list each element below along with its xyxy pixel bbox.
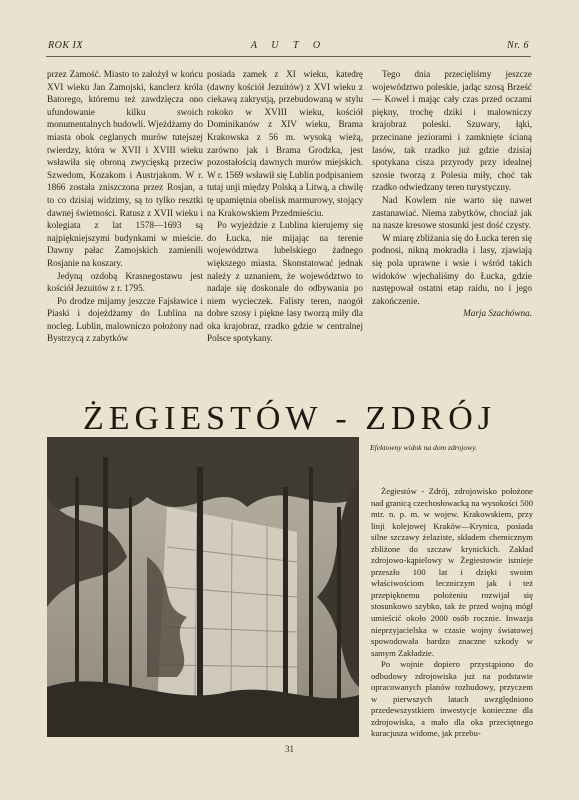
paragraph: Nad Kowlem nie warto się nawet zastanawiać. Niema zabytków, chociaż jak na nasze kresowe stosunki jest dość czysty. bbox=[372, 194, 532, 231]
article-column-3 bbox=[372, 68, 532, 320]
article-column-1 bbox=[47, 68, 203, 345]
paragraph: przez Zamość. Miasto to założył w końcu XVI wieku Jan Zamojski, kanclerz króla Batorego, któremu też zawdzięcza ono ufundowanie kilku swoich monumentalnych budowli. Wjeżdżamy do miasta obok ceglanych murów tutejszej twierdzy, która w XVII i XVIII wieku wsławiła się obroną zwycięską przeciw Szwedom, Kozakom i Austrjakom. W r. 1866 została zniszczona przez Rosjan, a to co dzisiaj widzimy, są to tylko resztki dawnej świetności. Ratusz z XVII wieku i kolegiata z lat 1578—1693 są najpiękniejszymi budynkami w mieście. Dawny pałac Zamojskich zamienili Rosjanie na koszary. bbox=[47, 69, 203, 268]
author-signature: Marja Szachówna. bbox=[463, 308, 532, 319]
article-column-spa bbox=[371, 486, 533, 740]
paragraph: Po wojnie dopiero przystąpiono do odbudowy zdrojowiska już na podstawie opracowanych planów rozbudowy, przyczem w pierwszych latach uwzględniono przedewszystkiem inwestycje konieczne dla zdrojowiska, a mało dla oka przeciętnego kuracjusza widome, jak przebu- bbox=[371, 659, 533, 739]
header-volume: ROK IX bbox=[48, 40, 83, 51]
page-number: 31 bbox=[285, 744, 294, 754]
header-rule bbox=[46, 56, 531, 57]
article-column-2 bbox=[207, 68, 363, 345]
paragraph: Po wyjeździe z Lublina kierujemy się do Łucka, nie mijając na terenie województwa lubelskiego żadnego większego miasta. Skonstatować jednak należy z uznaniem, że województwo to nadaje się doskonale do odbywania po niem wycieczek. Falisty teren, naogół dobre szosy i piękne lasy tworzą miły dla oka krajobraz, rzadko gdzie w centralnej Polsce spotykany. bbox=[207, 220, 363, 344]
spa-house-photo bbox=[47, 437, 359, 737]
header-issue: Nr. 6 bbox=[507, 40, 529, 51]
paragraph: W miarę zbliżania się do Łucka teren się podnosi, nikną mokradła i lasy, zjawiają się pola uprawne i wsie i wśród takich widoków wjechaliśmy do Łucka, gdzie następował ostatni etap raidu, no i jego zakończenie. bbox=[372, 232, 532, 306]
photo-illustration bbox=[47, 437, 359, 737]
paragraph: Jedyną ozdobą Krasnegostawu jest kościół Jezuitów z r. 1795. bbox=[47, 270, 203, 294]
paragraph: posiada zamek z XI wieku, katedrę (dawny kościół Jezuitów) z XVI wieku z ciekawą zakrystją, przebudowaną w stylu rokoko w XVIII wieku, kościół Dominikanów z XIV wieku, Brama Krakowska z 56 m. wysoką wieżą, zarówno jak i Brama Grodzka, jest pozostałością dawnych murów miejskich. W r. 1569 wsławił się Lublin podpisaniem tutaj unji między Polską a Litwą, a chwilę tę upamiętnia obelisk marmurowy, stojący na Krakowskiem Przedmieściu. bbox=[207, 69, 363, 218]
paragraph: Po drodze mijamy jeszcze Fajsławice i Piaski i dojeżdżamy do Lublina na nocleg. Lublin, malowniczo położony nad Bystrzycą z zabytków bbox=[47, 295, 203, 344]
header-magazine-title: A U T O bbox=[250, 40, 327, 51]
running-header bbox=[48, 40, 529, 54]
paragraph: Żegiestów - Zdrój, zdrojowisko położone nad granicą czechosłowacką na wysokości 500 mtr. n. p. m. w wojew. Krakowskiem, przy linji kolejowej Kraków—Krynica, posiada silne szczawy żelaziste, składem chemicznym zbliżone do szczaw krynickich. Zakład zdrojowo-kąpielowy w Żegiestowie istnieje przeszło 100 lat i dzięki swoim właściwościom leczniczym jak i też przepięknemu położeniu rozwijał się stosunkowo szybko, tak że przed wojną mógł umieścić około 2000 osób rocznie. Inwazja nieprzyjacielska w czasie wojny światowej spowodowała bardzo znaczne szkody w samym Zakładzie. bbox=[371, 486, 533, 658]
section-title: ŻEGIESTÓW - ZDRÓJ bbox=[83, 400, 496, 437]
photo-caption: Efektowny widok na dom zdrojowy. bbox=[370, 443, 478, 452]
paragraph: Tego dnia przecięliśmy jeszcze województwo poleskie, jadąc szosą Brześć — Kowel i mając cały czas przed oczami piękny, trochę dziki i malowniczy krajobraz poleski. Szuwary, łąki, przecinane jeziorami i zamknięte ścianą lasów, tak rzadko już gdzie dzisiaj spotykana cisza przyrody przy idealnej szosie tworzą z Polesia miły, choć tak rzadko odwiedzany teren turystyczny. bbox=[372, 69, 532, 193]
